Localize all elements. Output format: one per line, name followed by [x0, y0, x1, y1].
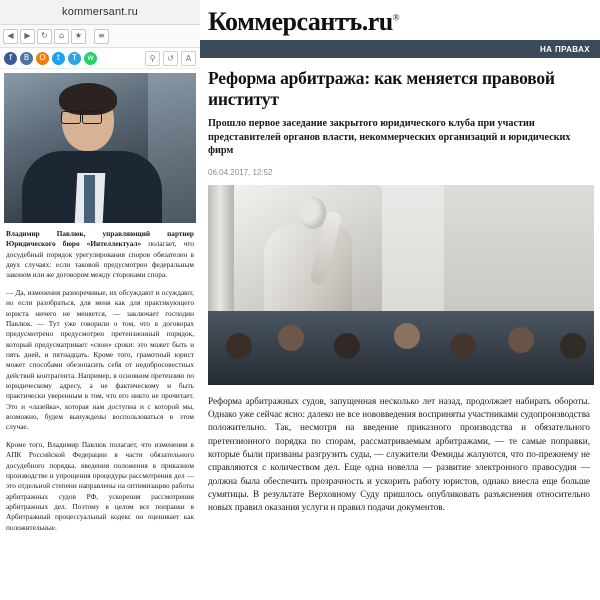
twitter-share-icon[interactable]: t — [52, 52, 65, 65]
hero-person — [560, 333, 586, 359]
reload-icon[interactable]: ↻ — [37, 29, 52, 44]
hero-person — [278, 325, 304, 351]
social-share-row — [0, 48, 200, 69]
home-icon[interactable]: ⌂ — [54, 29, 69, 44]
menu-icon[interactable]: ≡ — [94, 29, 109, 44]
telegram-share-icon[interactable]: T — [68, 52, 81, 65]
right-column — [200, 0, 600, 600]
hero-person — [226, 333, 252, 359]
sidebar-paragraph-2: Кроме того, Владимир Павлюк полагает, что изменения в АПК Российской Федерации в части обязательного досудебного порядка, введения положения в приказном производстве и упрощения процедуры рассмотрения дел — это отдельной степени направлены на оптимизацию работы арбитражных судов РФ, ускорения рассмотрения арбитражных дел. Поэтому в целом все поправки в Арбитражный процессуальный кодекс он оценивает как положительные. — [6, 439, 194, 532]
url-text: kommersant.ru — [62, 6, 138, 18]
sidebar-paragraph-0 — [6, 229, 194, 281]
article-timestamp: 06.04.2017, 12:52 — [208, 167, 273, 177]
sidebar-paragraph-0-text: полагает, что досудебный порядок урегулирования споров обязателен в двух случаях: если таковой предусмотрен федеральным законом или же договором между сторонами спора. — [6, 239, 194, 280]
article-hero-image — [208, 185, 594, 385]
tool-icon-group — [145, 51, 196, 66]
text-size-icon[interactable]: A — [181, 51, 196, 66]
site-logo-text: Коммерсантъ.ru — [208, 7, 393, 36]
site-logo-mark: ® — [392, 12, 400, 23]
forward-icon[interactable]: ▶ — [20, 29, 35, 44]
photo-tie — [84, 175, 95, 223]
photo-glasses-right — [82, 111, 102, 124]
site-masthead — [200, 0, 600, 40]
vk-share-icon[interactable]: B — [20, 52, 33, 65]
sidebar-portrait-photo — [4, 73, 196, 223]
sidebar-paragraph-1: — Да, изменения разноречивые, их обсуждают и осуждают, но если разобраться, для меня как для практикующего юриста ничего не меняется, — заключает господин Павлюк. — Тут уже говорили о том, что в договорах предусмотрено предусмотрен претензионный порядок, который предусматривает «свои» сроки: это может быть и пять дней, и пятнадцать. Кроме того, грамотный юрист может способами обезопасить себя от недобросовестных действий контрагента. Например, в основном претензию по юридическому адресу, а не фактическому и быть практически уверенным в том, что его никто не прочитает. Это и «лазейка», которая нам доступна и с которой мы, возможно, будем вынуждены воспользоваться в этом случае. — [6, 287, 194, 432]
site-logo[interactable] — [208, 7, 399, 37]
facebook-share-icon[interactable]: f — [4, 52, 17, 65]
browser-toolbar — [0, 25, 200, 48]
print-icon[interactable]: ↺ — [163, 51, 178, 66]
article-container — [200, 58, 600, 515]
article-body — [208, 395, 594, 515]
site-navbar — [200, 40, 600, 58]
sidebar-article-text — [0, 223, 200, 533]
search-icon[interactable]: ⚲ — [145, 51, 160, 66]
page-title: Реформа арбитража: как меняется правовой институт — [208, 68, 555, 109]
article-deck: Прошло первое заседание закрытого юридического клуба при участии представителей органов власти, некоммерческих организаций и юридических фирм — [208, 118, 571, 157]
navbar-label[interactable]: НА ПРАВАХ — [539, 44, 590, 54]
odnoklassniki-share-icon[interactable]: O — [36, 52, 49, 65]
sidebar-caption-lead: Владимир Павлюк, управляющий партнер Юридического бюро «Интеллектуал» — [6, 229, 194, 249]
hero-person — [394, 323, 420, 349]
hero-person — [508, 327, 534, 353]
browser-url-bar[interactable] — [0, 0, 200, 25]
bookmark-icon[interactable]: ★ — [71, 29, 86, 44]
left-column — [0, 0, 200, 600]
article-paragraph: Реформа арбитражных судов, запущенная несколько лет назад, продолжает набирать обороты. Однако уже сейчас ясно: далеко не все нововведения восприняты участниками судопроизводства положительно. Так, несмотря на введение приказного производства и обязательного претензионного порядка по спорам, рассматриваемым арбитражами, — те самые поправки, которые были призваны разгрузить суды, — служители Фемиды жалуются, что по-прежнему не справляются с количеством дел. Еще одна новелла — развитие электронного правосудия — должна была обеспечить прозрачность и ускорить работу юристов, однако внесла еще больше сумятицы. В результате Верховному Суду пришлось опубликовать разъяснения относительно новых правил оказания услуги и правил подачи документов. — [208, 395, 590, 513]
back-icon[interactable]: ◀ — [3, 29, 18, 44]
hero-person — [450, 333, 476, 359]
hero-figure-head — [300, 197, 326, 229]
hero-person — [334, 333, 360, 359]
photo-glasses-left — [61, 111, 81, 124]
whatsapp-share-icon[interactable]: w — [84, 52, 97, 65]
